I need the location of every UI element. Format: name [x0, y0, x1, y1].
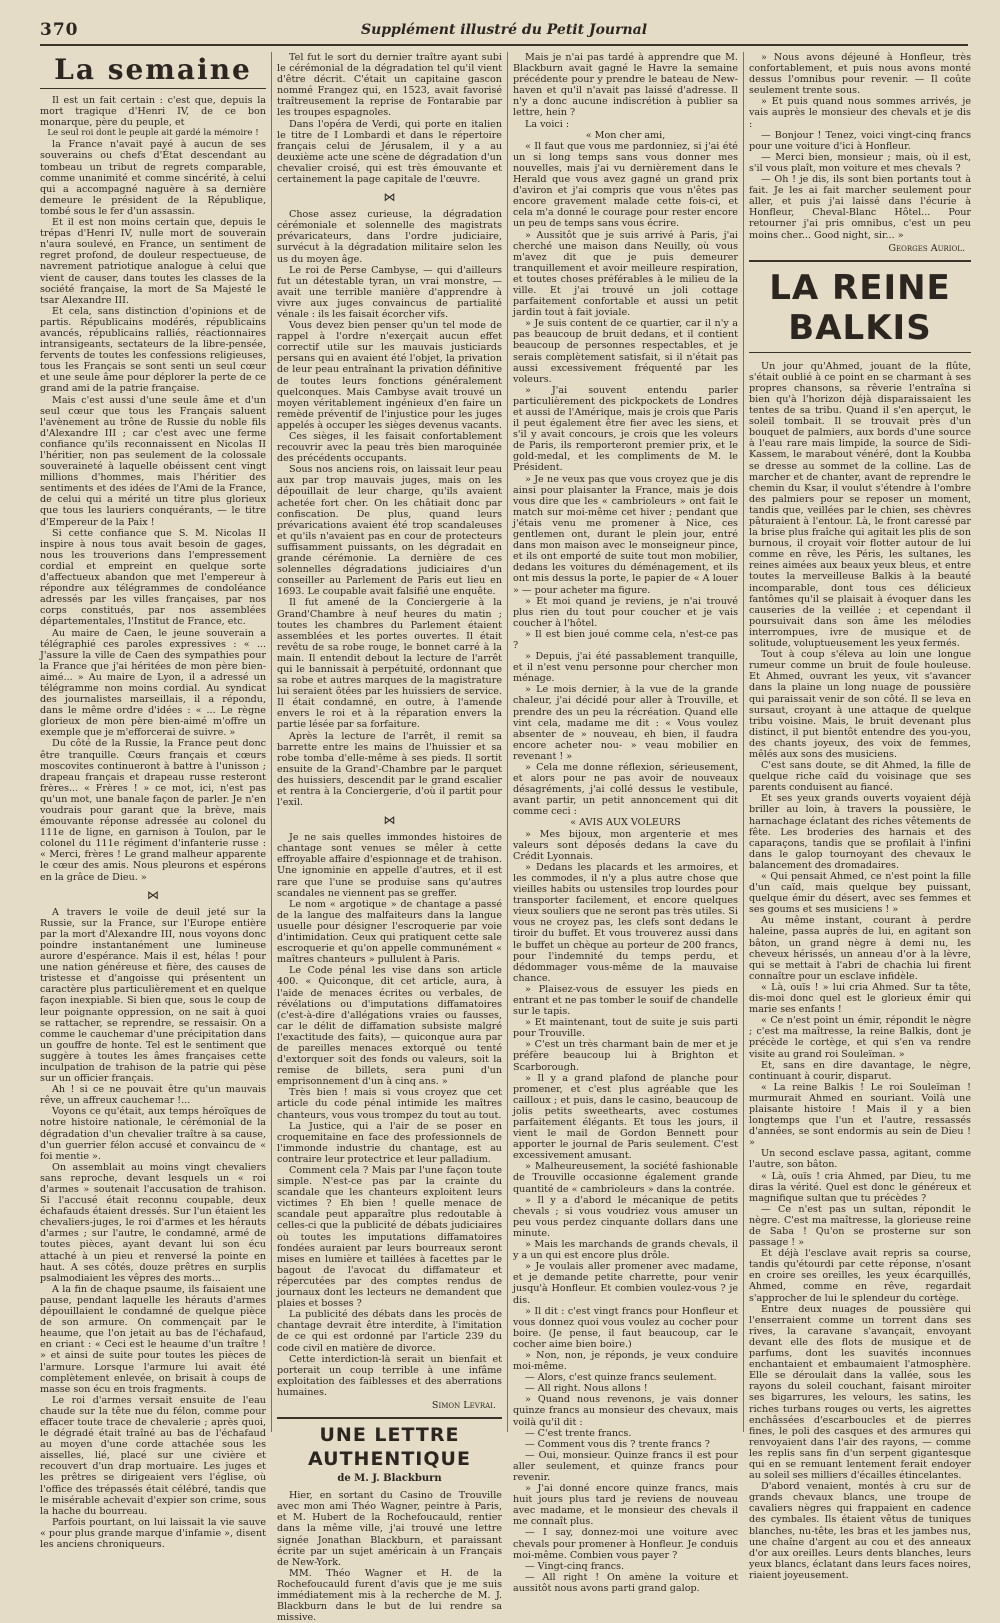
paragraph: Ces sièges, il les faisait confortablement recouvrir avec la peau très bien maroquinée des précédents occupants. [277, 431, 502, 465]
paragraph: « Là, ouïs ! cria Ahmed, par Dieu, tu me diras la vérité. Quel est donc le généreux et magnifique sultan que tu précèdes ? [749, 1170, 971, 1204]
paragraph: » Il est bien joué comme cela, n'est-ce pas ? [513, 628, 738, 651]
column-1 [40, 52, 266, 1550]
paragraph: » Il dit : c'est vingt francs pour Honfleur et vous donnez quoi vous voulez au cocher pour boire. (Je pense, il faut beaucoup, car le cocher aime bien boire.) [513, 1305, 738, 1350]
column-4 [749, 52, 971, 1581]
paragraph: Le Code pénal les vise dans son article 400. « Quiconque, dit cet article, aura, à l'aide de menaces écrites ou verbales, de révélations ou d'imputations diffamatoires (c'est-à-dire d'allégations vraies ou fausses, car le délit de diffamation subsiste malgré l'exactitude des faits), — quiconque aura par de pareilles menaces extorqué ou tenté d'extorquer soit des fonds ou valeurs, soit la remise de billets, sera puni d'un emprisonnement d'un à cinq ans. » [277, 965, 502, 1088]
paragraph: » J'ai souvent entendu parler particulièrement des pickpockets de Londres et aussi de l'Amérique, mais je crois que Paris il peut également être fier avec les siens, et s'il y avait concours, je crois que les voleurs de Paris, ils remporteront premier prix, et le gold-medal, et les compliments de M. le Président. [513, 384, 738, 474]
column-rule [507, 52, 508, 1432]
paragraph: Un jour qu'Ahmed, jouant de la flûte, s'était oublié à ce point en se charmant à ses propres chansons, sa rêverie l'entraîna si bien qu'à l'horizon déjà disparaissaient les tentes de sa tribu. Quand il s'en aperçut, le soleil tombait. Il se trouvait près d'un bouquet de palmiers, aux bords d'une source à l'eau rare mais limpide, la source de Sidi-Kassem, le marabout vénéré, dont la Koubba se dresse au sommet de la colline. Las de marcher et de chanter, avant de reprendre le chemin du Ksar, il voulut s'étendre à l'ombre des palmiers pour se reposer un moment, tandis que, veillées par le chien, ses chèvres pâturaient à l'entour. Là, le front caressé par la brise plus fraîche qui agitait les plis de son burnous, il croyait voir flotter autour de lui comme en rêve, les Péris, les sultanes, les reines aimées aux beaux yeux bleus, et entre toutes la merveilleuse Balkis à la beauté incomparable, dont tous ces délicieux fantômes qu'il se plaisait à évoquer dans les causeries de la veillée ; et cependant il poursuivait dans son âme les mélodies interrompues, ivre de musique et de solitude, voluptueusement les yeux fermés. [749, 360, 971, 650]
paragraph: — All right ! On amène la voiture et aussitôt nous avons parti grand galop. [513, 1571, 738, 1594]
quote-line: Le seul roi dont le peuple ait gardé la mémoire ! [47, 128, 259, 139]
paragraph: — All right. Nous allons ! [525, 1383, 648, 1395]
paragraph: « Là, ouïs ! » lui cria Ahmed. Sur ta tête, dis-moi donc quel est le glorieux émir qui marie ses enfants ! [749, 981, 971, 1016]
paragraph: » Mais les marchands de grands chevals, il y a un qui est encore plus drôle. [513, 1239, 738, 1262]
paragraph: — Oh ! je dis, ils sont bien portants tout à fait. Je les ai fait marcher seulement pour aller, et puis j'ai laissé dans l'écurie à Honfleur, Cheval-Blanc Hôtel... Pour retourner j'ai pris omnibus, c'est un peu moins cher... Good night, sir... » [749, 174, 971, 241]
paragraph: — Oui, monsieur. Quinze francs il est pour aller seulement, et quinze francs pour revenir. [513, 1449, 738, 1483]
paragraph: Un second esclave passa, agitant, comme l'autre, son bâton. [749, 1148, 971, 1171]
paragraph: Et déjà l'esclave avait repris sa course, tandis qu'étourdi par cette réponse, n'osant en croire ses oreilles, les yeux écarquillés, Ahmed, comme en rêve, regardait s'approcher de lui le splendeur du cortège. [749, 1248, 971, 1304]
paragraph: Après la lecture de l'arrêt, il remit sa barrette entre les mains de l'huissier et sa robe tomba d'elle-même à ses pieds. Il sortit ensuite de la Grand'-Chambre par le parquet des huissiers, descendit par le grand escalier et rentra à la Conciergerie, d'où il partit pour l'exil. [277, 730, 502, 809]
paragraph: » Dedans les placards et les armoires, et les commodes, il n'y a plus autre chose que vieilles habits ou ustensiles trop lourdes pour transporter facilement, et encore quelques vieux souliers que ne seront pas très utiles. Si vous ne croyez pas, les clefs sont dedans le tiroir du buffet. Et vous trouverez aussi dans le buffet un chèque au porteur de 200 francs, pour l'indemnité du temps perdu, et dédommager vous-même de la mauvaise chance. [513, 861, 738, 984]
paragraph: Au maire de Caen, le jeune souverain a télégraphié ces paroles expressives : « ... J'assure la ville de Caen des sympathies pour la France que j'ai héritées de mon père bien-aimé... » Au maire de Lyon, il a adressé un télégramme non moins cordial. Au syndicat des journalistes marseillais, il a répondu, dans le même ordre d'idées : « ... Le règne glorieux de mon père bien-aimé m'offre un exemple que je m'efforcerai de suivre. » [40, 627, 266, 739]
paragraph: » Depuis, j'ai été passablement tranquille, et il n'est venu personne pour chercher mon ménage. [513, 651, 738, 685]
paragraph: « Ce n'est point un émir, répondit le nègre ; c'est ma maîtresse, la reine Balkis, dont je précède le cortège, et qui s'en va rendre visite au grand roi Souleïman. » [749, 1015, 971, 1060]
paragraph: Très bien ! mais si vous croyez que cet article du code pénal intimide les maîtres chanteurs, vous vous trompez du tout au tout. [277, 1087, 502, 1121]
ornament-separator: ⋈ [147, 887, 159, 902]
paragraph: Dans l'opéra de Verdi, qui porte en italien le titre de I Lombardi et dans le répertoire français celui de Jérusalem, il y a au deuxième acte une scène de dégradation d'un chevalier croisé, qui est très émouvante et certainement la page capitale de l'œuvre. [277, 118, 502, 186]
paragraph: » Cela me donne réflexion, sérieusement, et alors pour ne pas avoir de nouveaux désagréments, j'ai collé dessus le vestibule, avant partir, un petit annoncement qui dit comme ceci : [513, 762, 738, 818]
paragraph: C'est sans doute, se dit Ahmed, la fille de quelque riche caïd du voisinage que ses parents conduisent au fiancé. [749, 760, 971, 794]
paragraph: « Qui pensait Ahmed, ce n'est point la fille d'un caïd, mais quelque bey puissant, quelque émir du désert, avec ses femmes et ses goums et ses musiciens ! » [749, 871, 971, 916]
paragraph: Voyons ce qu'était, aux temps héroïques de notre histoire nationale, le cérémonial de la dégradation d'un chevalier traître à sa cause, d'un guerrier félon accusé et convaincu de « foi mentie ». [40, 1106, 266, 1162]
column-2 [277, 52, 502, 1623]
column-rule [271, 52, 272, 1432]
page-number: 370 [40, 20, 79, 40]
paragraph: Il fut amené de la Conciergerie à la Grand'Chambre à neuf heures du matin ; toutes les chambres du Parlement étaient assemblées et les portes ouvertes. Il était revêtu de sa robe rouge, le bonnet carré à la main. Il entendit debout la lecture de l'arrêt qui le bannissait à perpétuité, ordonnant que sa robe et autres marques de la magistrature lui seraient ôtées par les huissiers de service. Il était condamné, en outre, à l'amende envers le roi et à la réparation envers la partie lésée par sa forfaiture. [277, 597, 502, 731]
paragraph: Je ne sais quelles immondes histoires de chantage sont venues se mêler à cette effroyable affaire d'espionnage et de trahison. Une ignominie en appelle d'autres, et il est rare que l'une se produise sans qu'autres scandales ne viennent pas se greffer. [277, 832, 502, 899]
paragraph: » Le mois dernier, à la vue de la grande chaleur, j'ai décidé pour aller à Trouville, et prendre des un peu la récréation. Quand elle vint cela, madame me dit : « Vous voulez absenter de » nouveau, eh bien, il faudra encore acheter nou- » veau mobilier en revenant ! » [513, 684, 738, 762]
paragraph: — Alors, c'est quinze francs seulement. [525, 1372, 717, 1384]
paragraph: Et, sans en dire davantage, le nègre, continuant à courir, disparut. [749, 1059, 971, 1082]
paragraph: — C'est trente francs. [525, 1427, 632, 1439]
paragraph: Au même instant, courant à perdre haleine, passa auprès de lui, en agitant son bâton, un grand nègre à demi nu, les cheveux hérissés, un anneau d'or à la lèvre, qui se mettait à l'abri de chachia lui firent connaître pour un esclave infidèle. [749, 915, 971, 982]
ornament-separator: ⋈ [383, 190, 396, 205]
paragraph: Du côté de la Russie, la France peut donc être tranquille. Cœurs français et cœurs moscovites continueront à battre à l'unisson ; drapeau français et drapeau russe resteront frères... « Frères ! » ce mot, ici, n'est pas qu'un mot, une banale façon de parler. Je n'en voudrais pour garant que la brève, mais émouvante réponse adressée au colonel du 111e de ligne, en garnison à Toulon, par le colonel du 111e régiment d'infanterie russe : « Merci, frères ! Le grand malheur apparente le cœur des amis. Nous pleurons et espérons en la grâce de Dieu. » [40, 738, 266, 883]
column-rule [743, 52, 744, 1432]
signature-auriol: Georges Auriol. [888, 242, 965, 254]
paragraph: Chose assez curieuse, la dégradation cérémoniale et solennelle des magistrats prévaricateurs, dans l'ordre judiciaire, survécut à la dégradation militaire selon les us du moyen âge. [277, 209, 502, 265]
paragraph: » Je ne veux pas que vous croyez que je dis ainsi pour plaisanter la France, mais je dois vous dire que les « cambrioleurs » ont fait le match sur moi-même cet hiver ; pendant que j'étais venu me promener à Nice, ces gentlemen ont, durant le plein jour, entré dans mon maison avec le monseigneur pince, et ils ont emporté de suite tout mon mobilier, dedans les voitures du déménagement, et ils ont mis dessus la porte, le papier de « A louer » — pour acheter ma figure. [513, 473, 738, 596]
paragraph: » Je voulais aller promener avec madame, et je demande petite charrette, pour venir jusqu'à Honfleur. Et combien voulez-vous ? je dis. [513, 1261, 738, 1306]
paragraph: La voici : [525, 118, 570, 130]
ornament-separator: ⋈ [383, 813, 396, 828]
paragraph: » C'est un très charmant bain de mer et je préfère beaucoup lui à Brighton et Scarborough. [513, 1039, 738, 1073]
paragraph: La Justice, qui a l'air de se poser en croquemitaine en face des professionnels de l'immonde industrie du chantage, est au contraire leur protectrice et leur palladium. [277, 1120, 502, 1165]
notice-heading: « AVIS AUX VOLEURS [570, 817, 681, 829]
paragraph: — Vingt-cinq francs. [525, 1560, 625, 1572]
paragraph: » Il y a grand plafond de planche pour promener, et c'est plus agréable que les cailloux ; et puis, dans le casino, beaucoup de jolis petits sweethearts, avec costumes parfaitement élégants. Et tous les jours, il vient le mail de Gordon Bennett pour apporter le journal de Paris seulement. C'est excessivement amusant. [513, 1072, 738, 1162]
paragraph: Hier, en sortant du Casino de Trouville avec mon ami Théo Wagner, peintre à Paris, et M. Hubert de la Rochefoucauld, rentier dans la même ville, j'ai trouvé une lettre signée Jonathan Blackburn, et paraissant écrite par un sujet américain à un Français de New-York. [277, 1490, 502, 1568]
paragraph: Mais je n'ai pas tardé à apprendre que M. Blackburn avait gagné le Havre la semaine précédente pour y prendre le bateau de New-haven et qu'il n'avait pas laissé d'adresse. Il n'y a donc aucune indiscrétion à publier sa lettre, hein ? [513, 52, 738, 119]
paragraph: — Bonjour ! Tenez, voici vingt-cinq francs pour une voiture d'ici à Honfleur. [749, 129, 971, 152]
paragraph: Comment cela ? Mais par l'une façon toute simple. N'est-ce pas par la crainte du scandale que les chanteurs exploitent leurs victimes ? Eh bien ! quelle menace de scandale peut apparaître plus redoutable à celles-ci que la publicité de débats judiciaires où toutes les imputations diffamatoires fondées auraient par leurs bourreaux seront mises en lumière et taillées à facettes par le bagout de l'avocat du diffamateur et répercutées par des comptes rendus de journaux dont les lecteurs ne demandent que plaies et bosses ? [277, 1165, 502, 1310]
column-3 [513, 52, 738, 1594]
paragraph: — Merci bien, monsieur ; mais, où il est, s'il vous plaît, mon voiture et mes chevals ? [749, 151, 971, 174]
paragraph: « Mon cher ami, [585, 129, 666, 141]
paragraph: Vous devez bien penser qu'un tel mode de rappel à l'ordre n'exerçait aucun effet correctif utile sur les mauvais justiciards persans qui en avaient été l'objet, la privation de leur peau entraînant la privation définitive de toutes leurs fonctions généralement quelconques. Mais Cambyse avait trouvé un moyen véritablement ingénieux d'en faire un remède préventif de l'injustice pour les juges appelés à occuper les sièges devenus vacants. [277, 320, 502, 431]
running-head [40, 20, 968, 46]
paragraph: Sous nos anciens rois, on laissait leur peau aux par trop mauvais juges, mais on les dépouillait de leur charge, qu'ils avaient achetée fort cher. On les châtiait donc par confiscation. De plus, quand leurs prévarications avaient été trop scandaleuses et qu'ils n'avaient pas en cour de protecteurs suffisamment puissants, on les dégradait en grande cérémonie. La dernière de ces solennelles dégradations judiciaires d'un conseiller au Parlement de Paris eut lieu en 1693. Le coupable avait falsifié une enquête. [277, 464, 502, 598]
reine-balkis-title: LA REINE BALKIS [749, 260, 971, 353]
paragraph: » Et puis quand nous sommes arrivés, je vais auprès le monsieur des chevals et je dis : [749, 96, 971, 130]
paragraph: » Aussitôt que je suis arrivé à Paris, j'ai cherché une maison dans Neuilly, où vous m'avez dit que je puis demeurer tranquillement et avoir meilleure respiration, et toutes choses préférables à le milieu de la ville. Et j'ai trouvé un joli cottage parfaitement confortable et aussi un petit jardin tout à fait joviale. [513, 229, 738, 319]
paragraph: » Mes bijoux, mon argenterie et mes valeurs sont déposés dedans la cave du Crédit Lyonnais. [513, 828, 738, 862]
paragraph: La publicité des débats dans les procès de chantage devrait être interdite, à l'imitation de ce qui est ordonné par l'article 239 du code civil en matière de divorce. [277, 1309, 502, 1354]
paragraph: la France n'avait payé à aucun de ses souverains ou chefs d'État descendant au tombeau un tribut de regrets comparable, comme unanimité et comme sincérité, à celui qui a accompagné naguère à sa dernière demeure le président de la République, tombé sous le fer d'un assassin. [40, 139, 266, 217]
paragraph: MM. Théo Wagner et H. de la Rochefoucauld furent d'avis que je me suis immédiatement mis à la recherche de M. J. Blackburn dans le but de lui rendre sa missive. [277, 1567, 502, 1623]
paragraph: » Non, non, je réponds, je veux conduire moi-même. [513, 1349, 738, 1373]
paragraph: A travers le voile de deuil jeté sur la Russie, sur la France, sur l'Europe entière par la mort d'Alexandre III, nous voyons donc poindre instantanément une lumineuse aurore d'espérance. Mais il est, hélas ! pour une nation généreuse et fière, des causes de tristesse et d'angoisse qui présentent un caractère plus particulièrement et en quelque façon inexpiable. Si bien que, sous le coup de leur poignante oppression, on ne sait à quoi se rattacher, se reprendre, se ressaisir. On a comme le cauchemar d'une précipitation dans un gouffre de honte. Tel est le sentiment que suggère à toutes les âmes françaises cette inculpation de trahison de la patrie qui pèse sur un officier français. [40, 906, 266, 1085]
publication-title: Supplément illustré du Petit Journal [360, 22, 648, 38]
paragraph: — Comment vous dis ? trente francs ? [525, 1438, 710, 1450]
paragraph: » Nous avons déjeuné à Honfleur, très confortablement, et puis nous avons monté dessus l'omnibus pour revenir. — Il coûte seulement trente sous. [749, 52, 971, 97]
paragraph: » Malheureusement, la société fashionable de Trouville occasionne également grande quantité de « cambrioleurs » dans la contrée. [513, 1161, 738, 1195]
lettre-title: UNE LETTRE AUTHENTIQUE [277, 1417, 502, 1471]
lettre-author: de M. J. Blackburn [337, 1473, 442, 1485]
paragraph: » Plaisez-vous de essuyer les pieds en entrant et ne pas tomber le souif de chandelle sur le tapis. [513, 983, 738, 1018]
signature-levrai: Simon Levrai. [431, 1399, 496, 1411]
paragraph: » J'ai donné encore quinze francs, mais huit jours plus tard je reviens de nouveau avec madame, et le monsieur des chevals il me connaît plus. [513, 1483, 738, 1528]
paragraph: D'abord venaient, montés à cru sur de grands chevaux blancs, une troupe de cavaliers nègres qui frappaient en cadence des cymbales. Ils étaient vêtus de tuniques blanches, nu-tête, les bras et les jambes nus, une chaîne d'argent au cou et des anneaux d'or aux oreilles. Leurs dents blanches, leurs yeux blancs, éclatant dans leurs faces noires, riaient joyeusement. [749, 1481, 971, 1581]
paragraph: Le roi d'armes versait ensuite de l'eau chaude sur la tête nue du félon, comme pour effacer toute trace de chevalerie ; après quoi, le dégradé était traîné au bas de l'échafaud au moyen d'une corde attachée sous les aisselles, lié, placé sur une civière et recouvert d'un drap mortuaire. Les juges et les prêtres se dirigeaient vers l'église, où l'office des trépassés était célébré, tandis que le misérable achevait d'expier son crime, sous la hache du bourreau. [40, 1394, 266, 1517]
paragraph: » Quand nous revenons, je vais donner quinze francs au monsieur des chevaux, mais voilà qu'il dit : [513, 1394, 738, 1428]
paragraph: » Je suis content de ce quartier, car il n'y a pas beaucoup de bruit dedans, et il contient beaucoup de personnes respectables, et je serais complètement satisfait, si il n'était pas aussi excessivement fréquenté par les voleurs. [513, 318, 738, 385]
paragraph: — I say, donnez-moi une voiture avec chevals pour promener à Honfleur. Je conduis moi-même. Combien vous payer ? [513, 1527, 738, 1561]
paragraph: Cette interdiction-là serait un bienfait et porterait un coup terrible à une infâme exploitation des faiblesses et des aberrations humaines. [277, 1353, 502, 1398]
paragraph: On assemblait au moins vingt chevaliers sans reproche, devant lesquels un « roi d'armes » soutenait l'accusation de trahison. Si l'accusé était reconnu coupable, deux échafauds étaient dressés. Sur l'un étaient les chevaliers-juges, le roi d'armes et les hérauts d'armes ; sur l'autre, le condamné, armé de toutes pièces, ayant devant lui son écu attaché à un pieu et renversé la pointe en haut. A ses côtés, douze prêtres en surplis psalmodiaient les vêpres des morts... [40, 1161, 266, 1284]
paragraph: Ah ! si ce ne pouvait être qu'un mauvais rêve, un affreux cauchemar !... [40, 1084, 266, 1107]
paragraph: « Il faut que vous me pardonniez, si j'ai été un si long temps sans vous donner mes nouvelles, mais j'ai vu dernièrement dans le Herald que vous avez gagné un grand prix d'aviron et j'ai compris que vous n'êtes pas encore gravement malade cette fois-ci, et cela m'a donné le courage pour rester encore un peu de temps sans vous écrire. [513, 140, 738, 230]
paragraph: Il est un fait certain : c'est que, depuis la mort tragique d'Henri IV, de ce bon monarque, père du peuple, et [40, 95, 266, 129]
paragraph: Et cela, sans distinction d'opinions et de partis. Républicains modérés, républicains avancés, républicains ralliés, réactionnaires intransigeants, sectateurs de la libre-pensée, fervents de toutes les confessions religieuses, tous les Français se sont senti un seul cœur et une seule âme pour déplorer la perte de ce grand ami de la patrie française. [40, 305, 266, 395]
paragraph: « La reine Balkis ! Le roi Souleïman ! murmurait Ahmed en souriant. Voilà une plaisante histoire ! Mais il y a bien longtemps que l'un et l'autre, ressassés d'années, se sont endormis au sein de Dieu ! » [749, 1081, 971, 1149]
paragraph: Mais c'est aussi d'une seule âme et d'un seul cœur que tous les Français saluent l'avènement au trône de Russie du noble fils d'Alexandre III ; car c'est avec une ferme confiance qu'ils reconnaissent en Nicolas II l'héritier, non pas seulement de la colossale souveraineté à laquelle obéissent cent vingt millions d'hommes, mais l'héritier des sentiments et des idées de l'Ami de la France, de celui qui a mérité un titre plus glorieux que tous les lauriers conquérants, — le titre d'Empereur de la Paix ! [40, 394, 266, 528]
paragraph: Et il est non moins certain que, depuis le trépas d'Henri IV, nulle mort de souverain n'aura soulevé, en France, un sentiment de regret profond, de douleur respectueuse, de navrement patriotique analogue à celui que vient de causer, dans toutes les classes de la société française, la mort de Sa Majesté le tsar Alexandre III. [40, 217, 266, 306]
la-semaine-title: La semaine [40, 52, 266, 89]
paragraph: » Il y a d'abord le mécanique de petits chevals ; si vous voudriez vous amuser un peu vous perdez cinquante dollars dans une minute. [513, 1194, 738, 1239]
paragraph: Entre deux nuages de poussière qui l'enserraient comme un torrent dans ses rives, la caravane s'avançait, envoyant devant elle des flots de musique et de parfums, dont les suavités inconnues enchantaient et embaumaient l'atmosphère. Elle se déroulait dans la vallée, sous les rayons du soleil couchant, faisant miroiter ses bigarrures, les velours, les satins, les riches turbans rouges ou verts, les aigrettes enchâssées d'escarboucles et de pierres fines, le poli des casques et des armures qui renvoyaient dans l'air des rayons, — comme les replis sans fin d'un serpent gigantesque qui en se remuant lentement ferait endoyer au soleil ses milliers d'écailles étincelantes. [749, 1303, 971, 1482]
paragraph: » Et maintenant, tout de suite je suis parti pour Trouville. [513, 1017, 738, 1040]
paragraph: Parfois pourtant, on lui laissait la vie sauve « pour plus grande marque d'infamie », disent les anciens chroniqueurs. [40, 1516, 266, 1550]
paragraph: Le nom « argotique » de chantage a passé de la langue des malfaiteurs dans la langue usuelle pour désigner l'escroquerie par voie d'intimidation. Ceux qui pratiquent cette sale escroquerie et qu'on appelle communément « maîtres chanteurs » pullulent à Paris. [277, 898, 502, 966]
paragraph: Le roi de Perse Cambyse, — qui d'ailleurs fut un détestable tyran, un vrai monstre, — avait une terrible manière d'apprendre à vivre aux juges convaincus de partialité vénale : ils les faisait écorcher vifs. [277, 264, 502, 320]
paragraph: » Et moi quand je reviens, je n'ai trouvé plus rien du tout pour coucher et je vais coucher à l'hôtel. [513, 595, 738, 629]
paragraph: Si cette confiance que S. M. Nicolas II inspire à nous tous avait besoin de gages, nous les trouverions dans l'empressement cordial et empreint en quelque sorte d'affectueux abandon que met l'empereur à répondre aux télégrammes de condoléance adressés par les villes françaises, par nos corps constitués, par nos assemblées départementales, l'Institut de France, etc. [40, 527, 266, 628]
paragraph: A la fin de chaque psaume, ils faisaient une pause, pendant laquelle les hérauts d'armes dépouillaient le condamné de quelque pièce de son armure. On commençait par le heaume, que l'on jetait au bas de l'échafaud, en criant : « Ceci est le heaume d'un traître ! » et ainsi de suite pour toutes les pièces de l'armure. Lorsque l'armure lui avait été complètement enlevée, on brisait à coups de masse son écu en trois fragments. [40, 1283, 266, 1395]
paragraph: Tel fut le sort du dernier traître ayant subi le cérémonial de la dégradation tel qu'il vient d'être décrit. C'était un capitaine gascon nommé Frangez qui, en 1523, avait favorisé traîtreusement la reprise de Fontarabie par les troupes espagnoles. [277, 52, 502, 119]
paragraph: — Ce n'est pas un sultan, répondit le nègre. C'est ma maîtresse, la glorieuse reine de Saba ! Qu'on se prosterne sur son passage ! » [749, 1203, 971, 1249]
paragraph: Et ses yeux grands ouverts voyaient déjà briller au loin, à travers la poussière, le harnachage éclatant des riches vêtements de fête. Les broderies des harnais et des caparaçons, tandis que se profilait à l'infini dans le galop tournoyant des chevaux le balancement des dromadaires. [749, 793, 971, 871]
paragraph: Tout à coup s'éleva au loin une longue rumeur comme un bruit de foule houleuse. Et Ahmed, ouvrant les yeux, vit s'avancer dans la plaine un long nuage de poussière qui paraissait venir de son côté. Il se leva en sursaut, croyant à une attaque de quelque tribu voisine. Mais, le bruit devenant plus distinct, il put bientôt entendre des you-you, des chants joyeux, des voix de femmes, mêlés aux sons des musiciens. [749, 649, 971, 760]
